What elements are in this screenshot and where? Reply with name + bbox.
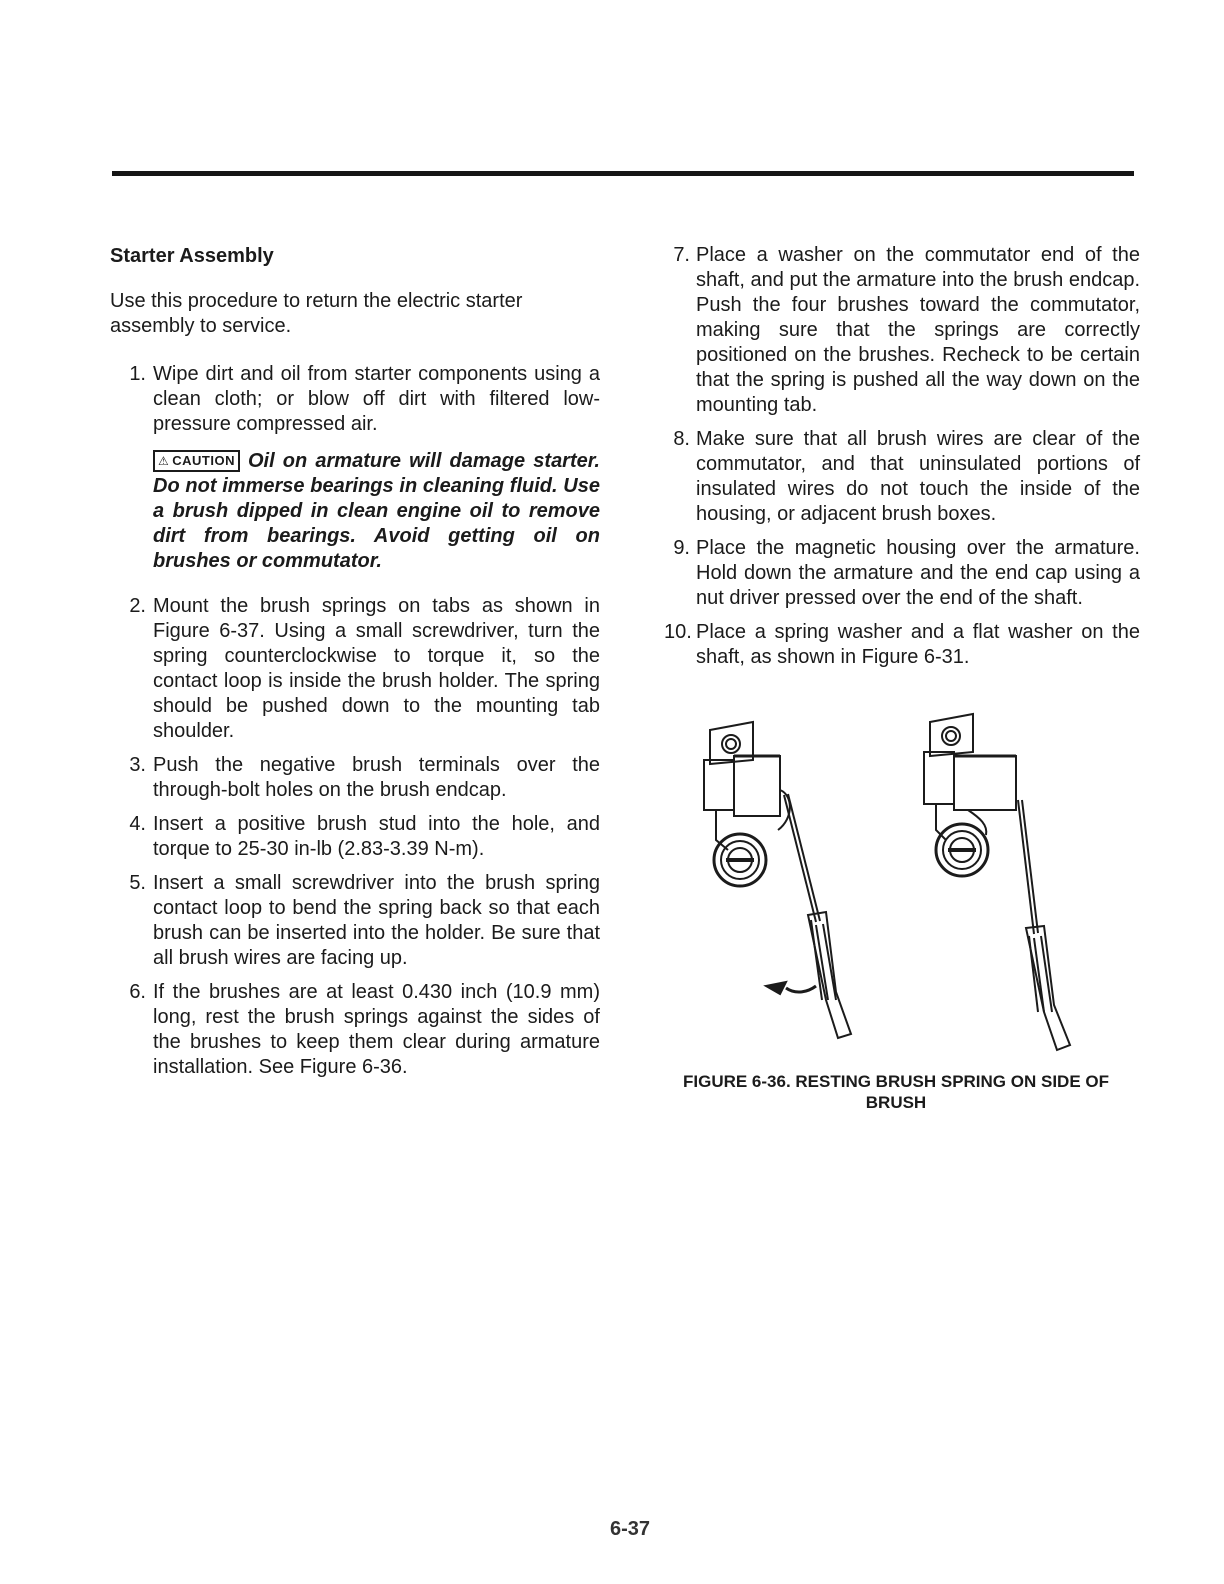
left-column xyxy=(110,243,600,1089)
step-number: 2. xyxy=(129,595,146,617)
step-number: 7. xyxy=(673,244,690,266)
step-text: Place a washer on the commutator end of the shaft, and put the armature into the brush endcap. Push the four brushes toward the commutator, making sure that the springs are correctly positioned on the brushes. Recheck to be certain that the spring is pushed all the way down on the mounting tab. xyxy=(696,244,1140,416)
step-number: 9. xyxy=(673,537,690,559)
step-item xyxy=(110,871,600,971)
step-item xyxy=(110,980,600,1080)
step-text: Mount the brush springs on tabs as shown in Figure 6-37. Using a small screwdriver, turn the spring counterclockwise to torque it, so the contact loop is inside the brush holder. The spring should be pushed down to the mounting tab shoulder. xyxy=(153,595,600,742)
step-text: If the brushes are at least 0.430 inch (10.9 mm) long, rest the brush springs against the sides of the brushes to keep them clear during armature installation. See Figure 6-36. xyxy=(153,981,600,1078)
figure-brush-spring xyxy=(668,700,1138,1070)
step-item xyxy=(110,812,600,862)
step-item xyxy=(664,536,1140,611)
caution-badge xyxy=(153,450,240,472)
step-item xyxy=(110,594,600,744)
figure-caption: FIGURE 6-36. RESTING BRUSH SPRING ON SIDE OF BRUSH xyxy=(682,1072,1109,1112)
warning-triangle-icon: ⚠ xyxy=(158,454,170,468)
left-brush-holder xyxy=(704,722,790,850)
intro-paragraph: Use this procedure to return the electric starter assembly to service. xyxy=(110,290,523,337)
step-text: Make sure that all brush wires are clear of the commutator, and that uninsulated portions of insulated wires do not touch the inside of the housing, or adjacent brush boxes. xyxy=(696,428,1140,525)
step-number: 8. xyxy=(673,428,690,450)
step-number: 3. xyxy=(129,754,146,776)
left-screwdriver xyxy=(784,794,851,1038)
step-item xyxy=(664,243,1140,418)
step-text: Insert a small screwdriver into the brush spring contact loop to bend the spring back so that each brush can be inserted into the holder. Be sure that all brush wires are facing up. xyxy=(153,872,600,969)
section-title: Starter Assembly xyxy=(110,245,274,267)
step-item xyxy=(664,620,1140,670)
caution-text: Oil on armature will damage starter. Do not immerse bearings in cleaning fluid. Use a brush dipped in clean engine oil to remove dirt from bearings. Avoid getting oil on brushes or commutator. xyxy=(153,450,600,572)
caution-note xyxy=(153,449,600,574)
rotation-arrow-icon xyxy=(766,982,816,994)
figure-illustration xyxy=(668,700,1138,1070)
step-text: Push the negative brush terminals over the through-bolt holes on the brush endcap. xyxy=(153,754,600,801)
step-text: Place a spring washer and a flat washer on the shaft, as shown in Figure 6-31. xyxy=(696,621,1140,668)
right-spring-coil xyxy=(936,824,988,876)
steps-list-right xyxy=(664,243,1140,670)
step-number: 5. xyxy=(129,872,146,894)
step-number: 10. xyxy=(664,621,692,643)
right-screwdriver xyxy=(1018,800,1070,1050)
left-spring-coil xyxy=(714,834,766,886)
step-item xyxy=(110,362,600,574)
header-rule xyxy=(112,171,1134,176)
step-item xyxy=(664,427,1140,527)
step-number: 6. xyxy=(129,981,146,1003)
step-text: Wipe dirt and oil from starter components using a clean cloth; or blow off dirt with filtered low-pressure compressed air. xyxy=(153,363,600,435)
page-number: 6-37 xyxy=(609,1518,651,1540)
step-text: Place the magnetic housing over the armature. Hold down the armature and the end cap using a nut driver pressed over the end of the shaft. xyxy=(696,537,1140,609)
step-number: 1. xyxy=(129,363,146,385)
steps-list-left xyxy=(110,362,600,1080)
right-column xyxy=(664,243,1140,679)
right-brush-holder xyxy=(924,714,1016,840)
step-text: Insert a positive brush stud into the hole, and torque to 25-30 in-lb (2.83-3.39 N-m). xyxy=(153,813,600,860)
step-item xyxy=(110,753,600,803)
step-number: 4. xyxy=(129,813,146,835)
caution-label: CAUTION xyxy=(172,453,235,468)
